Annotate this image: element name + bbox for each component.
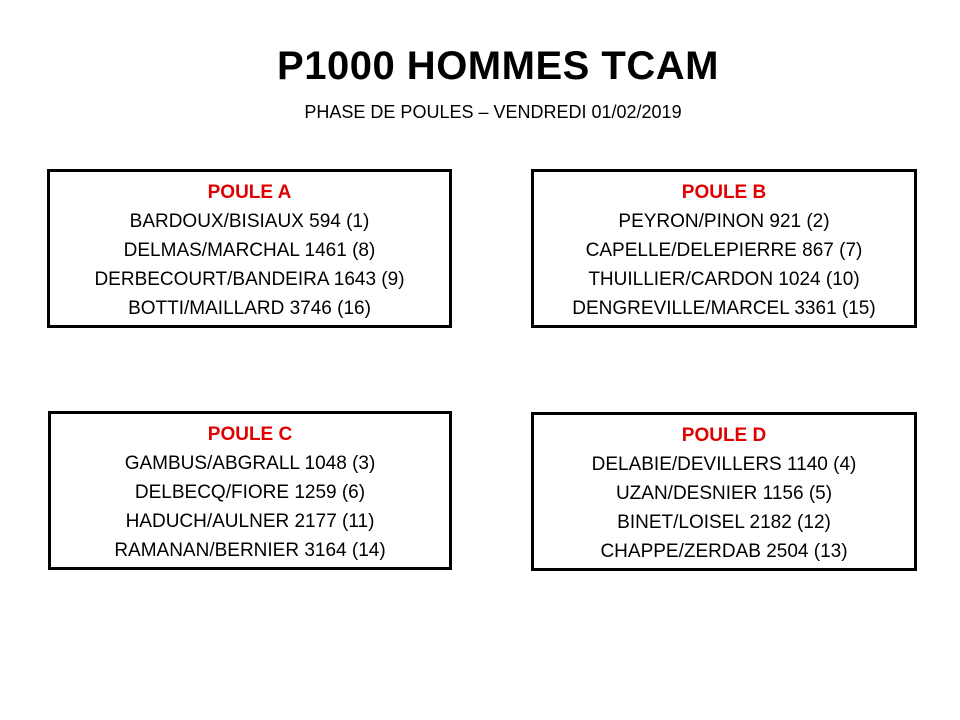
poule-c-box: [48, 411, 452, 570]
poule-c-team-3: HADUCH/AULNER 2177 (11): [125, 511, 375, 532]
poule-b-team-2: CAPELLE/DELEPIERRE 867 (7): [585, 240, 863, 261]
poule-a-team-2: DELMAS/MARCHAL 1461 (8): [123, 240, 376, 261]
poule-d-box: [531, 412, 917, 571]
poule-d-team-3: BINET/LOISEL 2182 (12): [617, 512, 831, 533]
poule-b-team-3: THUILLIER/CARDON 1024 (10): [588, 269, 860, 290]
poule-a-team-4: BOTTI/MAILLARD 3746 (16): [128, 298, 371, 319]
poule-d-team-2: UZAN/DESNIER 1156 (5): [615, 483, 833, 504]
poule-a-title: POULE A: [207, 182, 292, 203]
page-subtitle: PHASE DE POULES – VENDREDI 01/02/2019: [304, 102, 682, 122]
poule-a-team-3: DERBECOURT/BANDEIRA 1643 (9): [94, 269, 405, 290]
poule-d-team-1: DELABIE/DEVILLERS 1140 (4): [591, 454, 857, 475]
poule-b-title: POULE B: [681, 182, 767, 203]
poule-c-title: POULE C: [207, 424, 293, 445]
poule-b-team-4: DENGREVILLE/MARCEL 3361 (15): [572, 298, 876, 319]
poule-a-box: [47, 169, 452, 328]
poule-d-team-4: CHAPPE/ZERDAB 2504 (13): [600, 541, 848, 562]
poule-c-team-1: GAMBUS/ABGRALL 1048 (3): [124, 453, 376, 474]
page-title: P1000 HOMMES TCAM: [277, 44, 719, 88]
poule-d-title: POULE D: [681, 425, 767, 446]
poule-b-team-1: PEYRON/PINON 921 (2): [618, 211, 830, 232]
poule-b-box: [531, 169, 917, 328]
poule-a-team-1: BARDOUX/BISIAUX 594 (1): [129, 211, 370, 232]
poule-c-team-4: RAMANAN/BERNIER 3164 (14): [114, 540, 386, 561]
poule-c-team-2: DELBECQ/FIORE 1259 (6): [134, 482, 366, 503]
